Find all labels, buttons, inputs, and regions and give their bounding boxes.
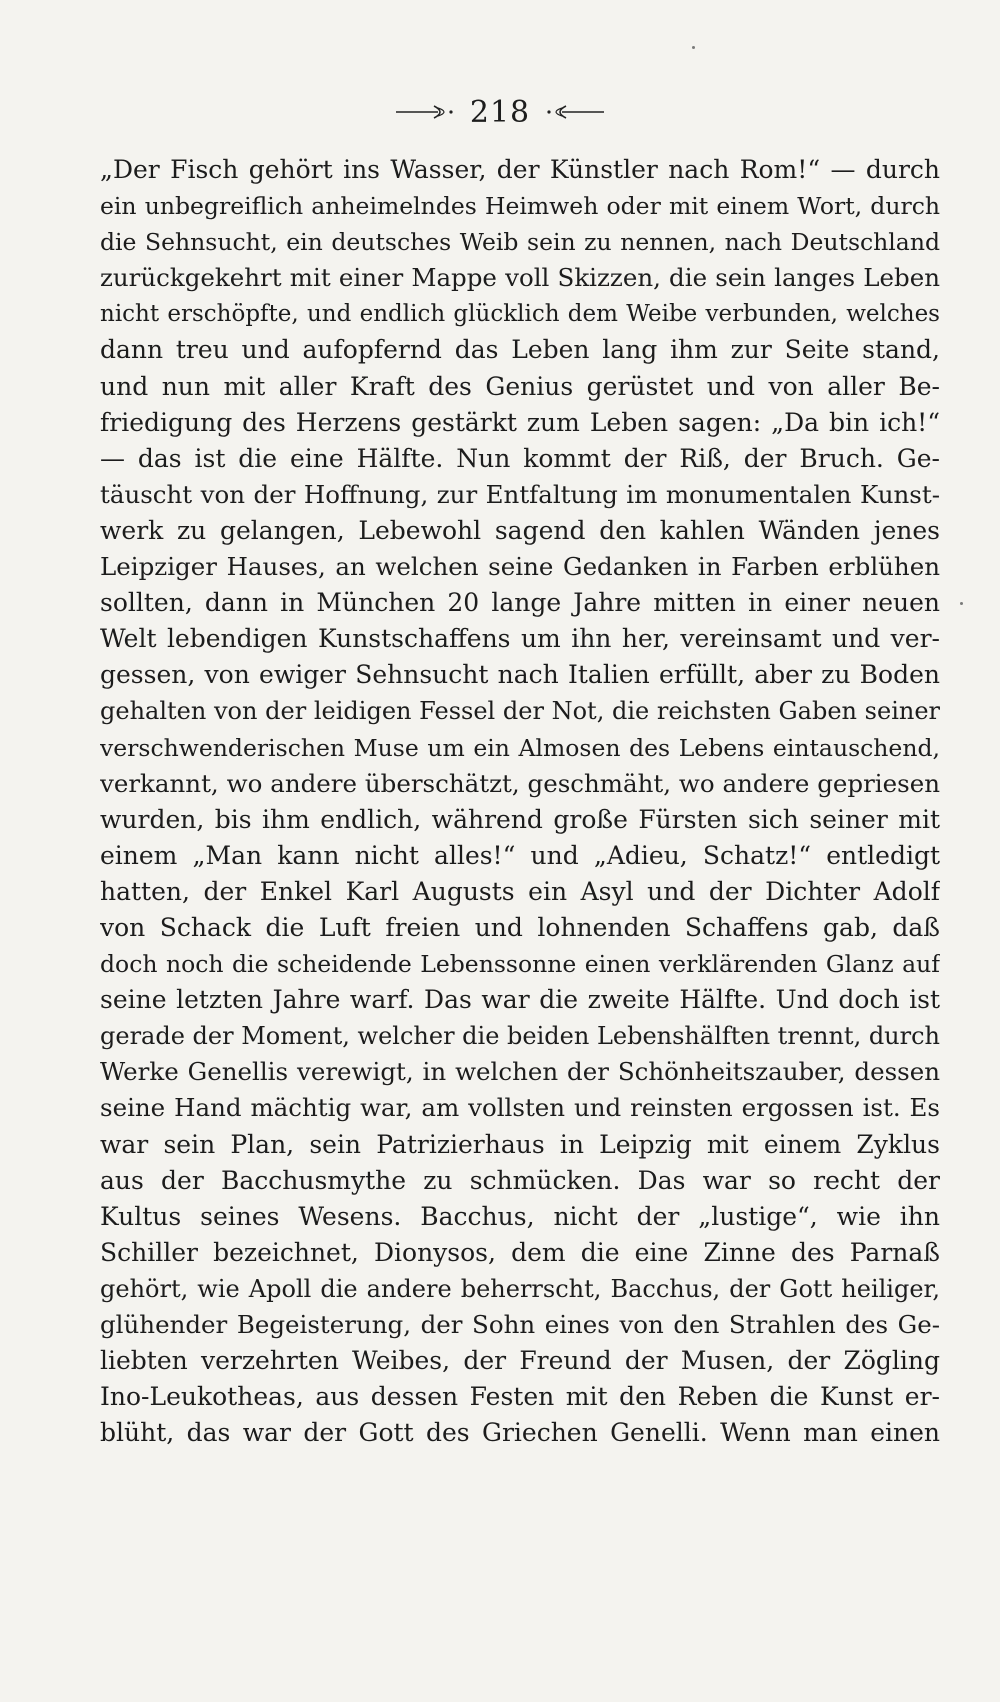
- text-line: wurden, bis ihm endlich, während große Fürsten sich seiner mit: [100, 804, 940, 834]
- text-line: Ino-Leukotheas, aus dessen Festen mit den Reben die Kunst er-: [100, 1382, 940, 1412]
- text-line: die Sehnsucht, ein deutsches Weib sein zu nennen, nach Deutschland: [100, 228, 940, 257]
- text-line: war sein Plan, sein Patrizierhaus in Leipzig mit einem Zyklus: [100, 1129, 940, 1159]
- text-line: gerade der Moment, welcher die beiden Lebenshälften trennt, durch: [100, 1022, 940, 1051]
- text-line: Kultus seines Wesens. Bacchus, nicht der „lustige“, wie ihn: [100, 1201, 940, 1231]
- text-line: sollten, dann in München 20 lange Jahre mitten in einer neuen: [100, 588, 940, 618]
- text-line: gessen, von ewiger Sehnsucht nach Italien erfüllt, aber zu Boden: [100, 660, 940, 690]
- text-line: Welt lebendigen Kunstschaffens um ihn her, vereinsamt und ver-: [100, 624, 940, 654]
- text-line: gehalten von der leidigen Fessel der Not, die reichsten Gaben seiner: [100, 697, 940, 726]
- text-line: Werke Genellis verewigt, in welchen der Schönheitszauber, dessen: [100, 1057, 940, 1087]
- text-line: von Schack die Luft freien und lohnenden Schaffens gab, daß: [100, 912, 940, 942]
- text-line: friedigung des Herzens gestärkt zum Leben sagen: „Da bin ich!“: [100, 407, 940, 437]
- text-line: liebten verzehrten Weibes, der Freund der Musen, der Zögling: [100, 1346, 940, 1376]
- text-line: aus der Bacchusmythe zu schmücken. Das war so recht der: [100, 1165, 940, 1195]
- text-line: dann treu und aufopfernd das Leben lang ihm zur Seite stand,: [100, 335, 940, 365]
- text-line: und nun mit aller Kraft des Genius gerüstet und von aller Be-: [100, 371, 940, 401]
- text-line: verschwenderischen Muse um ein Almosen des Lebens eintauschend,: [100, 733, 940, 762]
- text-line: seine Hand mächtig war, am vollsten und reinsten ergossen ist. Es: [100, 1093, 940, 1123]
- text-line: ein unbegreiflich anheimelndes Heimweh oder mit einem Wort, durch: [100, 192, 940, 221]
- text-line: werk zu gelangen, Lebewohl sagend den kahlen Wänden jenes: [100, 515, 940, 545]
- body-text: [100, 152, 940, 1451]
- text-line: Leipziger Hauses, an welchen seine Gedanken in Farben erblühen: [100, 552, 940, 582]
- text-line: — das ist die eine Hälfte. Nun kommt der Riß, der Bruch. Ge-: [100, 443, 940, 473]
- text-line: „Der Fisch gehört ins Wasser, der Künstler nach Rom!“ — durch: [100, 155, 940, 184]
- text-line: seine letzten Jahre warf. Das war die zweite Hälfte. Und doch ist: [100, 985, 940, 1015]
- text-line: Schiller bezeichnet, Dionysos, dem die eine Zinne des Parnaß: [100, 1237, 940, 1267]
- text-line: hatten, der Enkel Karl Augusts ein Asyl und der Dichter Adolf: [100, 876, 940, 906]
- text-line: nicht erschöpfte, und endlich glücklich dem Weibe verbunden, welches: [100, 301, 940, 328]
- paper-speck: [960, 602, 963, 605]
- page-number: 218: [469, 94, 531, 130]
- text-line: glühender Begeisterung, der Sohn eines von den Strahlen des Ge-: [100, 1310, 940, 1339]
- text-line: zurückgekehrt mit einer Mappe voll Skizzen, die sein langes Leben: [100, 263, 940, 293]
- text-line: gehört, wie Apoll die andere beherrscht, Bacchus, der Gott heiliger,: [100, 1274, 940, 1303]
- text-line: doch noch die scheidende Lebenssonne einen verklärenden Glanz auf: [100, 950, 940, 979]
- text-line: täuscht von der Hoffnung, zur Entfaltung im monumentalen Kunst-: [100, 479, 940, 509]
- paper-speck: [692, 46, 695, 49]
- page-header: [0, 88, 1000, 136]
- text-line: einem „Man kann nicht alles!“ und „Adieu, Schatz!“ entledigt: [100, 840, 940, 870]
- right-ornament-icon: [544, 102, 606, 122]
- text-line: verkannt, wo andere überschätzt, geschmäht, wo andere gepriesen: [100, 768, 940, 798]
- text-line: blüht, das war der Gott des Griechen Genelli. Wenn man einen: [100, 1418, 940, 1448]
- left-ornament-icon: [394, 102, 456, 122]
